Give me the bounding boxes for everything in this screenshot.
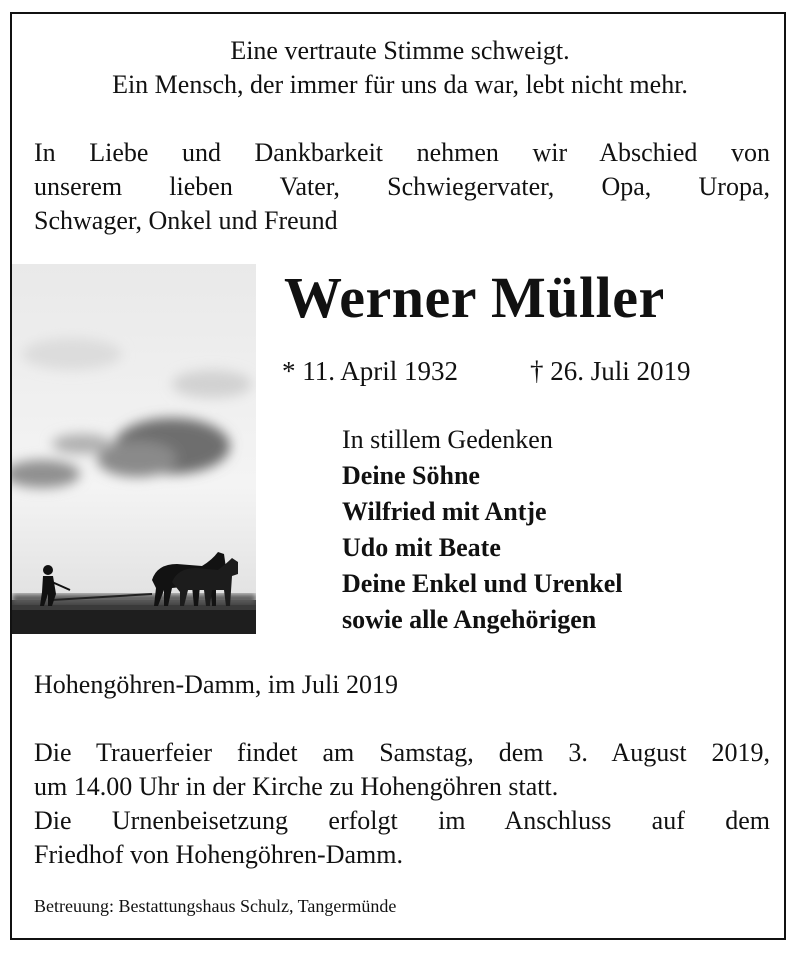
dedication-line-1: In Liebe und Dankbarkeit nehmen wir Abschied von	[34, 138, 770, 167]
place-date: Hohengöhren-Damm, im Juli 2019	[34, 670, 398, 699]
obituary-notice	[10, 12, 786, 940]
mourner-line: sowie alle Angehörigen	[342, 605, 597, 634]
service-text	[34, 736, 770, 872]
service-line-2: um 14.00 Uhr in der Kirche zu Hohengöhren statt.	[34, 772, 559, 801]
deceased-name: Werner Müller	[284, 265, 665, 330]
mourner-line: Deine Enkel und Urenkel	[342, 569, 623, 598]
death-date: † 26. Juli 2019	[530, 356, 691, 386]
intro-line-2: Ein Mensch, der immer für uns da war, lebt nicht mehr.	[112, 70, 688, 99]
mourner-line: Deine Söhne	[342, 461, 480, 490]
ploughing-horses-image	[12, 264, 256, 634]
dedication-line-2: unserem lieben Vater, Schwiegervater, Opa, Uropa,	[34, 172, 770, 201]
mourner-line: Udo mit Beate	[342, 533, 501, 562]
mourners-heading: In stillem Gedenken	[342, 425, 553, 454]
service-line-3: Die Urnenbeisetzung erfolgt im Anschluss auf dem	[34, 806, 770, 835]
intro-line-1: Eine vertraute Stimme schweigt.	[230, 36, 570, 65]
service-line-4: Friedhof von Hohengöhren-Damm.	[34, 840, 403, 869]
funeral-home-credit: Betreuung: Bestattungshaus Schulz, Tangermünde	[34, 896, 397, 916]
mourner-line: Wilfried mit Antje	[342, 497, 547, 526]
mourners-block	[342, 422, 623, 638]
dedication-text	[34, 136, 770, 238]
birth-date: * 11. April 1932	[282, 356, 459, 386]
service-line-1: Die Trauerfeier findet am Samstag, dem 3. August 2019,	[34, 738, 770, 767]
dedication-line-3: Schwager, Onkel und Freund	[34, 206, 338, 235]
